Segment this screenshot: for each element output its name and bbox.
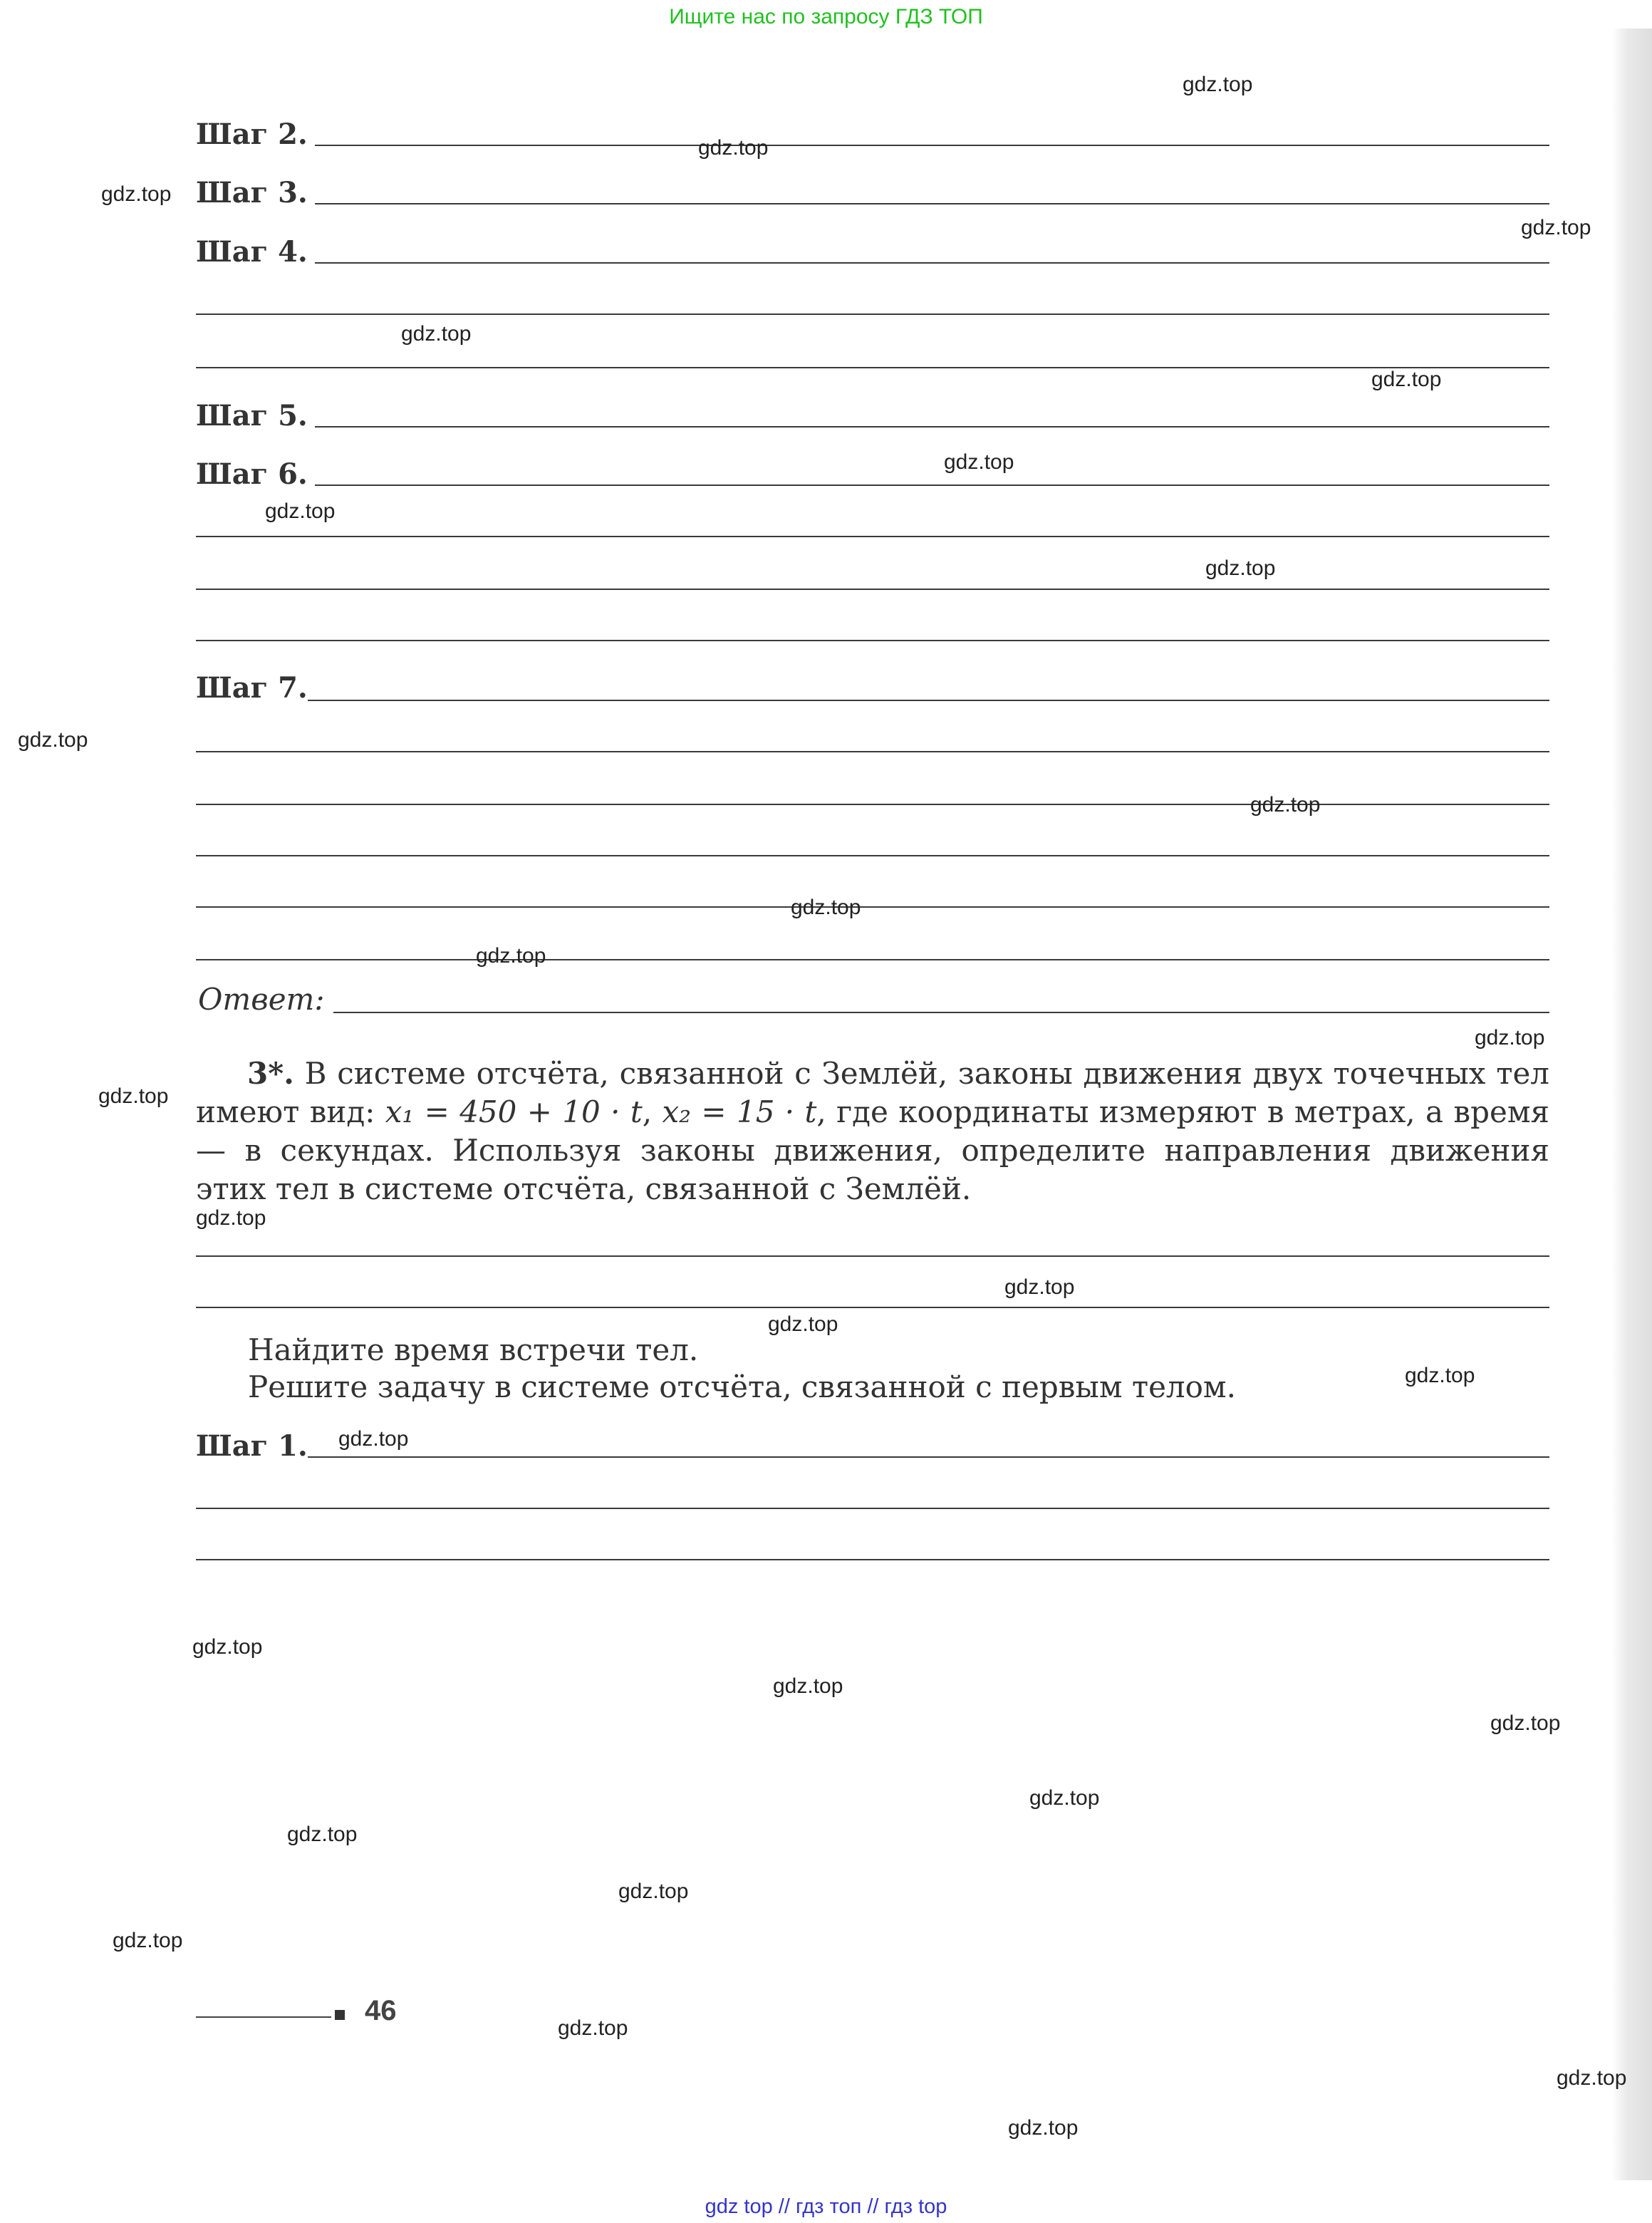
step-3-label: Шаг 3. bbox=[196, 176, 308, 209]
page-number: 46 bbox=[365, 1995, 397, 2026]
task-3-statement bbox=[196, 1054, 1549, 1208]
watermark: gdz.top bbox=[618, 1880, 689, 1903]
equation-x1: x₁ = 450 + 10 · t bbox=[385, 1094, 643, 1129]
watermark: gdz.top bbox=[1205, 556, 1276, 580]
watermark: gdz.top bbox=[196, 1206, 266, 1230]
answer-line bbox=[196, 1255, 1549, 1257]
watermark: gdz.top bbox=[113, 1929, 183, 1952]
answer-line bbox=[196, 589, 1549, 590]
step-7-label: Шаг 7. bbox=[196, 671, 308, 705]
watermark: gdz.top bbox=[1371, 368, 1442, 391]
prompt-find-meeting-time: Найдите время встречи тел. bbox=[248, 1332, 699, 1367]
answer-line bbox=[315, 262, 1549, 264]
watermark: gdz.top bbox=[1250, 793, 1321, 817]
watermark: gdz.top bbox=[1183, 73, 1253, 96]
answer-line bbox=[308, 1456, 1549, 1458]
watermark: gdz.top bbox=[791, 896, 861, 919]
prompt-solve-in-body-frame: Решите задачу в системе отсчёта, связанной с первым телом. bbox=[248, 1369, 1236, 1404]
watermark: gdz.top bbox=[698, 136, 769, 160]
watermark: gdz.top bbox=[1475, 1026, 1545, 1050]
answer-line bbox=[196, 314, 1549, 315]
watermark: gdz.top bbox=[101, 182, 172, 206]
answer-line bbox=[196, 959, 1549, 960]
answer-line bbox=[315, 484, 1549, 486]
answer-line bbox=[333, 1012, 1549, 1013]
watermark: gdz.top bbox=[18, 728, 88, 752]
step-5-label: Шаг 5. bbox=[196, 399, 308, 432]
page-number-rule bbox=[196, 2016, 331, 2018]
watermark: gdz.top bbox=[287, 1823, 358, 1846]
page-edge-shadow bbox=[1611, 28, 1652, 2180]
watermark: gdz.top bbox=[1029, 1786, 1100, 1810]
watermark: gdz.top bbox=[338, 1427, 409, 1451]
watermark: gdz.top bbox=[1521, 216, 1591, 239]
watermark: gdz.top bbox=[476, 944, 546, 968]
answer-line bbox=[196, 1559, 1549, 1560]
watermark: gdz.top bbox=[192, 1635, 263, 1659]
answer-line bbox=[196, 1508, 1549, 1509]
answer-line bbox=[315, 203, 1549, 204]
task-3-text-start: В системе отсчёта, связанной с Землёй, законы движения двух точечных тел имеют вид: bbox=[196, 1056, 1549, 1129]
watermark: gdz.top bbox=[401, 322, 472, 346]
answer-line bbox=[196, 906, 1549, 908]
answer-line bbox=[196, 804, 1549, 805]
step-2-label: Шаг 2. bbox=[196, 118, 308, 151]
equation-x2: x₂ = 15 · t bbox=[662, 1094, 817, 1129]
watermark: gdz.top bbox=[944, 450, 1014, 474]
step-6-label: Шаг 6. bbox=[196, 457, 308, 491]
watermark: gdz.top bbox=[768, 1312, 838, 1336]
watermark: gdz.top bbox=[265, 499, 336, 523]
watermark: gdz.top bbox=[1405, 1364, 1475, 1387]
watermark: gdz.top bbox=[773, 1674, 843, 1698]
answer-line bbox=[196, 536, 1549, 537]
watermark: gdz.top bbox=[558, 2016, 628, 2040]
answer-line bbox=[196, 855, 1549, 856]
watermark: gdz.top bbox=[1490, 1711, 1561, 1735]
answer-line bbox=[196, 751, 1549, 752]
task-3-separator: , bbox=[642, 1094, 663, 1129]
watermark: gdz.top bbox=[1008, 2116, 1079, 2140]
page-number-marker bbox=[335, 2010, 345, 2020]
task-3-number: 3*. bbox=[247, 1056, 294, 1091]
top-search-banner[interactable]: Ищите нас по запросу ГДЗ ТОП bbox=[669, 5, 983, 28]
step-1-label: Шаг 1. bbox=[196, 1429, 308, 1463]
answer-line bbox=[308, 700, 1549, 701]
answer-line bbox=[315, 426, 1549, 428]
watermark: gdz.top bbox=[1004, 1275, 1075, 1299]
answer-line bbox=[196, 640, 1549, 641]
answer-line bbox=[196, 1307, 1549, 1308]
step-4-label: Шаг 4. bbox=[196, 235, 308, 269]
answer-line bbox=[196, 367, 1549, 368]
answer-line bbox=[315, 145, 1549, 146]
watermark: gdz.top bbox=[1557, 2066, 1627, 2090]
answer-label: Ответ: bbox=[198, 982, 325, 1017]
footer-links[interactable]: gdz top // гдз топ // гдз top bbox=[705, 2195, 947, 2218]
watermark: gdz.top bbox=[98, 1084, 169, 1108]
task-3-text-end: , где координаты измеряют в метрах, а время — в секундах. Используя законы движения, определите направления движения этих тел в системе отсчёта, связанной с Землёй. bbox=[196, 1094, 1549, 1206]
